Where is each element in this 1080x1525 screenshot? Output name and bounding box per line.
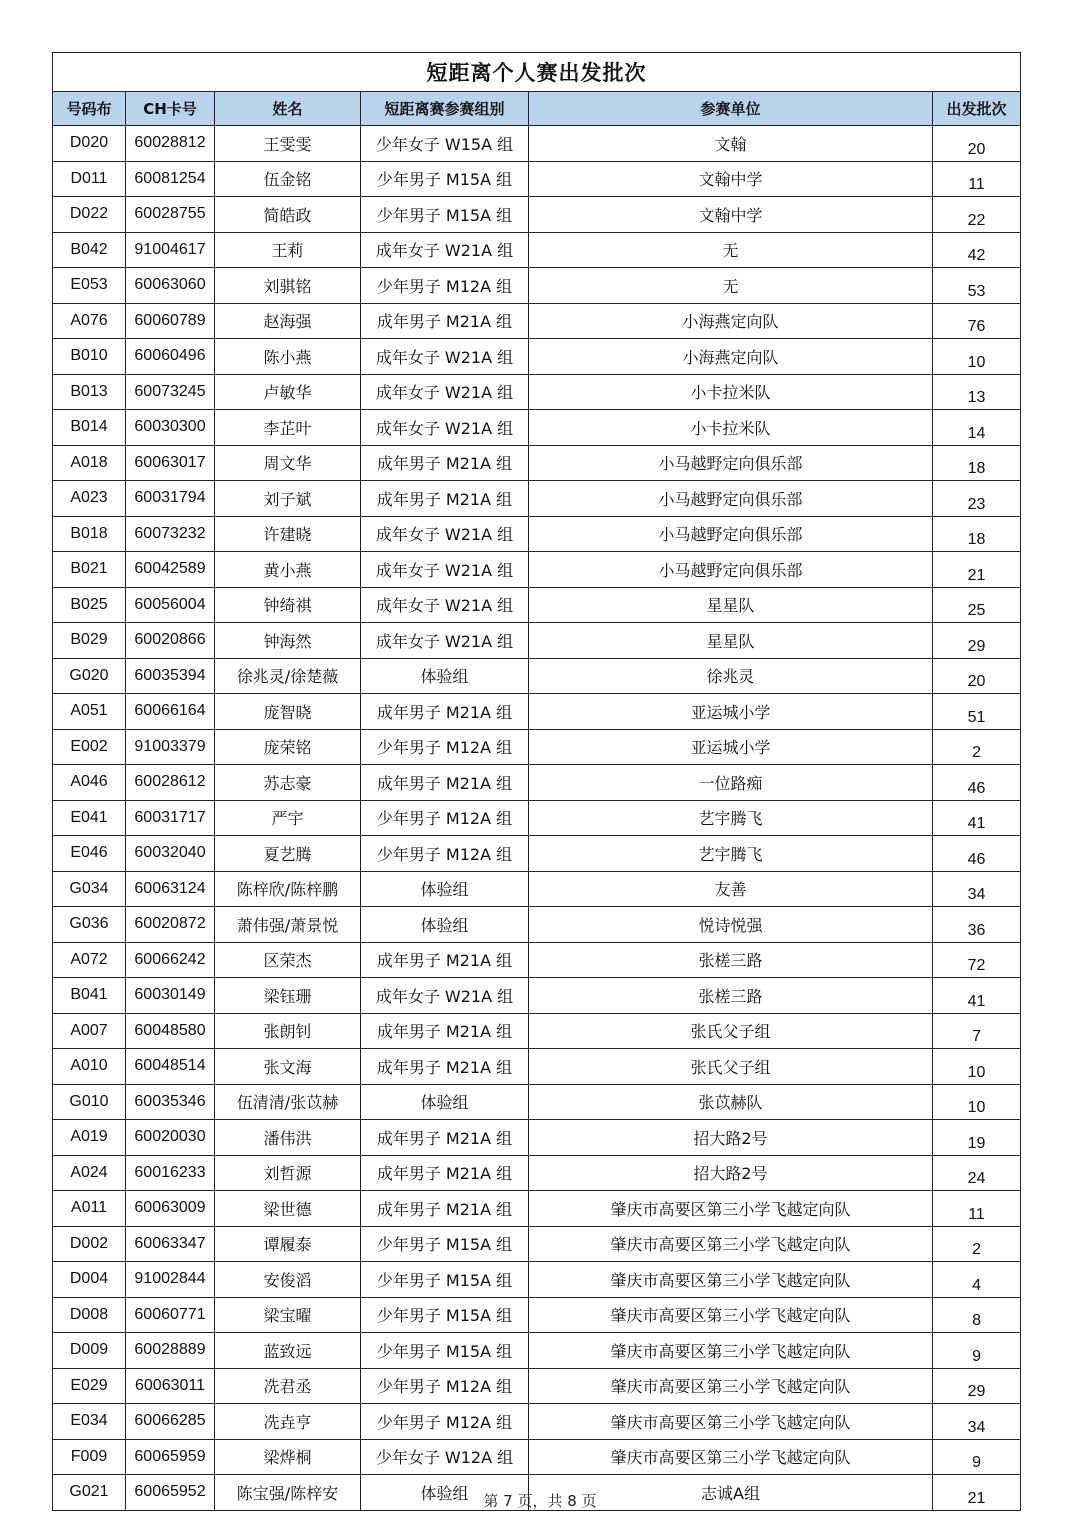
cell-unit: 小马越野定向俱乐部 [529,552,933,588]
cell-unit: 悦诗悦强 [529,907,933,943]
cell-card: 91003379 [126,729,215,765]
cell-card: 60035346 [126,1084,215,1120]
cell-unit: 张氏父子组 [529,1013,933,1049]
cell-unit: 小海燕定向队 [529,339,933,375]
table-row [53,445,1021,481]
cell-name: 卢敏华 [215,374,361,410]
table-title: 短距离个人赛出发批次 [53,53,1021,92]
cell-name: 庞荣铭 [215,729,361,765]
cell-batch: 46 [933,765,1021,801]
table-row [53,374,1021,410]
column-header-row [53,92,1021,126]
cell-card: 91002844 [126,1262,215,1298]
cell-batch: 11 [933,1191,1021,1227]
cell-batch: 41 [933,800,1021,836]
cell-name: 严宇 [215,800,361,836]
cell-group: 少年男子 M12A 组 [361,836,529,872]
start-list-table [52,52,1021,1511]
cell-card: 60048514 [126,1049,215,1085]
cell-unit: 肇庆市高要区第三小学飞越定向队 [529,1262,933,1298]
cell-group: 成年男子 M21A 组 [361,1120,529,1156]
cell-group: 少年男子 M15A 组 [361,1297,529,1333]
cell-group: 少年男子 M15A 组 [361,197,529,233]
table-row [53,978,1021,1014]
cell-batch: 9 [933,1333,1021,1369]
cell-batch: 20 [933,126,1021,162]
column-header-name: 姓名 [215,92,361,126]
cell-card: 60028889 [126,1333,215,1369]
cell-name: 刘子斌 [215,481,361,517]
table-row [53,410,1021,446]
cell-batch: 9 [933,1439,1021,1475]
cell-bib: B021 [53,552,126,588]
cell-batch: 53 [933,268,1021,304]
cell-group: 成年女子 W21A 组 [361,516,529,552]
cell-group: 体验组 [361,658,529,694]
table-body [53,126,1021,1511]
cell-bib: B013 [53,374,126,410]
cell-name: 萧伟强/萧景悦 [215,907,361,943]
cell-batch: 21 [933,552,1021,588]
cell-batch: 10 [933,1049,1021,1085]
cell-card: 60056004 [126,587,215,623]
cell-card: 60028755 [126,197,215,233]
cell-group: 成年女子 W21A 组 [361,587,529,623]
cell-unit: 小马越野定向俱乐部 [529,445,933,481]
cell-name: 钟海然 [215,623,361,659]
cell-group: 成年男子 M21A 组 [361,1155,529,1191]
cell-unit: 无 [529,268,933,304]
cell-unit: 无 [529,232,933,268]
cell-unit: 肇庆市高要区第三小学飞越定向队 [529,1226,933,1262]
cell-bib: D022 [53,197,126,233]
cell-unit: 小海燕定向队 [529,303,933,339]
cell-group: 成年男子 M21A 组 [361,942,529,978]
cell-name: 庞智晓 [215,694,361,730]
cell-name: 梁宝曜 [215,1297,361,1333]
cell-bib: A018 [53,445,126,481]
cell-unit: 小马越野定向俱乐部 [529,481,933,517]
cell-unit: 张苡赫队 [529,1084,933,1120]
cell-unit: 亚运城小学 [529,694,933,730]
table-row [53,303,1021,339]
cell-unit: 文翰中学 [529,161,933,197]
cell-group: 少年男子 M15A 组 [361,161,529,197]
cell-bib: A046 [53,765,126,801]
cell-batch: 11 [933,161,1021,197]
cell-name: 李芷叶 [215,410,361,446]
cell-group: 少年男子 M12A 组 [361,800,529,836]
cell-bib: A019 [53,1120,126,1156]
cell-group: 成年女子 W21A 组 [361,374,529,410]
cell-batch: 72 [933,942,1021,978]
cell-name: 张文海 [215,1049,361,1085]
table-row [53,871,1021,907]
cell-group: 成年男子 M21A 组 [361,481,529,517]
cell-group: 成年女子 W21A 组 [361,410,529,446]
cell-bib: A076 [53,303,126,339]
column-header-unit: 参赛单位 [529,92,933,126]
cell-name: 陈梓欣/陈梓鹏 [215,871,361,907]
cell-unit: 肇庆市高要区第三小学飞越定向队 [529,1333,933,1369]
cell-card: 60066242 [126,942,215,978]
cell-name: 伍清清/张苡赫 [215,1084,361,1120]
cell-group: 成年男子 M21A 组 [361,303,529,339]
cell-batch: 34 [933,1404,1021,1440]
cell-unit: 艺宇腾飞 [529,836,933,872]
column-header-bib: 号码布 [53,92,126,126]
cell-group: 体验组 [361,907,529,943]
cell-batch: 36 [933,907,1021,943]
cell-bib: A024 [53,1155,126,1191]
cell-bib: B029 [53,623,126,659]
cell-bib: D011 [53,161,126,197]
cell-group: 成年女子 W21A 组 [361,552,529,588]
cell-card: 60073245 [126,374,215,410]
cell-bib: B010 [53,339,126,375]
cell-unit: 张槎三路 [529,978,933,1014]
table-row [53,1155,1021,1191]
cell-unit: 小卡拉米队 [529,374,933,410]
cell-name: 苏志豪 [215,765,361,801]
cell-group: 少年女子 W15A 组 [361,126,529,162]
table-row [53,232,1021,268]
cell-name: 许建晓 [215,516,361,552]
table-row [53,729,1021,765]
cell-name: 安俊滔 [215,1262,361,1298]
cell-group: 成年女子 W21A 组 [361,232,529,268]
cell-group: 少年男子 M12A 组 [361,268,529,304]
cell-unit: 小卡拉米队 [529,410,933,446]
table-row [53,942,1021,978]
cell-group: 少年男子 M12A 组 [361,729,529,765]
cell-batch: 13 [933,374,1021,410]
cell-name: 伍金铭 [215,161,361,197]
start-list-sheet [52,52,1020,1511]
cell-card: 60028612 [126,765,215,801]
cell-batch: 4 [933,1262,1021,1298]
table-row [53,1013,1021,1049]
table-row [53,516,1021,552]
cell-group: 少年男子 M12A 组 [361,1404,529,1440]
cell-name: 冼垚亨 [215,1404,361,1440]
cell-card: 60060496 [126,339,215,375]
table-row [53,1262,1021,1298]
column-header-card: CH卡号 [126,92,215,126]
cell-unit: 张氏父子组 [529,1049,933,1085]
cell-bib: D009 [53,1333,126,1369]
cell-card: 60030149 [126,978,215,1014]
cell-bib: E034 [53,1404,126,1440]
cell-card: 60063124 [126,871,215,907]
table-row [53,658,1021,694]
cell-unit: 志诚A组 [529,1475,933,1511]
cell-card: 60066164 [126,694,215,730]
table-row [53,161,1021,197]
cell-unit: 艺宇腾飞 [529,800,933,836]
cell-card: 60032040 [126,836,215,872]
cell-card: 60065952 [126,1475,215,1511]
cell-bib: D020 [53,126,126,162]
cell-batch: 21 [933,1475,1021,1511]
cell-batch: 46 [933,836,1021,872]
cell-group: 成年男子 M21A 组 [361,1191,529,1227]
cell-batch: 2 [933,729,1021,765]
cell-batch: 14 [933,410,1021,446]
cell-name: 赵海强 [215,303,361,339]
cell-bib: B025 [53,587,126,623]
column-header-group: 短距离赛参赛组别 [361,92,529,126]
table-row [53,268,1021,304]
cell-batch: 19 [933,1120,1021,1156]
cell-batch: 42 [933,232,1021,268]
cell-card: 60020030 [126,1120,215,1156]
cell-batch: 23 [933,481,1021,517]
cell-card: 60060789 [126,303,215,339]
cell-bib: E053 [53,268,126,304]
cell-card: 60031717 [126,800,215,836]
table-row [53,552,1021,588]
cell-bib: A010 [53,1049,126,1085]
column-header-batch: 出发批次 [933,92,1021,126]
cell-group: 成年男子 M21A 组 [361,445,529,481]
cell-name: 张朗钊 [215,1013,361,1049]
cell-group: 少年男子 M12A 组 [361,1368,529,1404]
cell-bib: B014 [53,410,126,446]
cell-batch: 10 [933,1084,1021,1120]
cell-name: 刘骐铭 [215,268,361,304]
cell-group: 成年男子 M21A 组 [361,694,529,730]
cell-batch: 20 [933,658,1021,694]
cell-name: 王雯雯 [215,126,361,162]
cell-batch: 18 [933,516,1021,552]
cell-card: 60060771 [126,1297,215,1333]
cell-group: 成年女子 W21A 组 [361,978,529,1014]
cell-card: 60063011 [126,1368,215,1404]
cell-bib: E046 [53,836,126,872]
cell-bib: G020 [53,658,126,694]
cell-unit: 肇庆市高要区第三小学飞越定向队 [529,1439,933,1475]
cell-batch: 8 [933,1297,1021,1333]
cell-bib: G034 [53,871,126,907]
page-footer: 第 7 页，共 8 页 [483,1492,597,1510]
cell-bib: A011 [53,1191,126,1227]
cell-group: 少年男子 M15A 组 [361,1333,529,1369]
cell-group: 少年女子 W12A 组 [361,1439,529,1475]
cell-batch: 22 [933,197,1021,233]
cell-name: 陈小燕 [215,339,361,375]
cell-unit: 亚运城小学 [529,729,933,765]
cell-card: 91004617 [126,232,215,268]
cell-batch: 41 [933,978,1021,1014]
cell-name: 钟绮祺 [215,587,361,623]
table-row [53,1404,1021,1440]
cell-bib: F009 [53,1439,126,1475]
cell-unit: 肇庆市高要区第三小学飞越定向队 [529,1404,933,1440]
cell-bib: G021 [53,1475,126,1511]
table-row [53,1191,1021,1227]
cell-card: 60063347 [126,1226,215,1262]
cell-unit: 肇庆市高要区第三小学飞越定向队 [529,1297,933,1333]
cell-name: 蓝致远 [215,1333,361,1369]
cell-bib: B018 [53,516,126,552]
cell-name: 潘伟洪 [215,1120,361,1156]
cell-batch: 18 [933,445,1021,481]
table-row [53,1120,1021,1156]
cell-unit: 徐兆灵 [529,658,933,694]
cell-group: 体验组 [361,1475,529,1511]
table-row [53,587,1021,623]
cell-name: 简皓政 [215,197,361,233]
cell-name: 徐兆灵/徐楚薇 [215,658,361,694]
cell-bib: E041 [53,800,126,836]
cell-unit: 友善 [529,871,933,907]
cell-bib: B042 [53,232,126,268]
cell-batch: 76 [933,303,1021,339]
table-row [53,907,1021,943]
cell-name: 区荣杰 [215,942,361,978]
cell-card: 60020866 [126,623,215,659]
table-row [53,126,1021,162]
cell-unit: 星星队 [529,587,933,623]
cell-card: 60063017 [126,445,215,481]
cell-unit: 小马越野定向俱乐部 [529,516,933,552]
cell-group: 成年男子 M21A 组 [361,1049,529,1085]
cell-bib: E002 [53,729,126,765]
cell-group: 体验组 [361,1084,529,1120]
table-row [53,623,1021,659]
cell-unit: 招大路2号 [529,1120,933,1156]
cell-group: 成年男子 M21A 组 [361,765,529,801]
cell-card: 60031794 [126,481,215,517]
cell-card: 60042589 [126,552,215,588]
table-row [53,197,1021,233]
table-row [53,1368,1021,1404]
cell-name: 谭履泰 [215,1226,361,1262]
cell-group: 少年男子 M15A 组 [361,1262,529,1298]
cell-card: 60035394 [126,658,215,694]
cell-card: 60065959 [126,1439,215,1475]
cell-name: 梁烨桐 [215,1439,361,1475]
cell-bib: E029 [53,1368,126,1404]
cell-batch: 24 [933,1155,1021,1191]
cell-name: 刘哲源 [215,1155,361,1191]
cell-bib: D002 [53,1226,126,1262]
table-row [53,339,1021,375]
cell-name: 冼君丞 [215,1368,361,1404]
cell-card: 60048580 [126,1013,215,1049]
cell-name: 黄小燕 [215,552,361,588]
cell-unit: 肇庆市高要区第三小学飞越定向队 [529,1191,933,1227]
table-row [53,694,1021,730]
cell-bib: A051 [53,694,126,730]
cell-group: 少年男子 M15A 组 [361,1226,529,1262]
cell-unit: 一位路痴 [529,765,933,801]
cell-unit: 肇庆市高要区第三小学飞越定向队 [529,1368,933,1404]
table-row [53,1049,1021,1085]
cell-batch: 34 [933,871,1021,907]
cell-name: 周文华 [215,445,361,481]
cell-bib: D004 [53,1262,126,1298]
cell-batch: 29 [933,623,1021,659]
table-row [53,481,1021,517]
cell-name: 梁钰珊 [215,978,361,1014]
cell-unit: 星星队 [529,623,933,659]
cell-batch: 29 [933,1368,1021,1404]
cell-name: 陈宝强/陈梓安 [215,1475,361,1511]
cell-name: 梁世德 [215,1191,361,1227]
cell-name: 王莉 [215,232,361,268]
table-row [53,765,1021,801]
cell-batch: 10 [933,339,1021,375]
cell-bib: A072 [53,942,126,978]
cell-group: 体验组 [361,871,529,907]
cell-unit: 文翰中学 [529,197,933,233]
table-row [53,1226,1021,1262]
table-row [53,1297,1021,1333]
cell-card: 60020872 [126,907,215,943]
cell-group: 成年女子 W21A 组 [361,623,529,659]
cell-batch: 2 [933,1226,1021,1262]
cell-card: 60063009 [126,1191,215,1227]
cell-name: 夏艺腾 [215,836,361,872]
table-row [53,836,1021,872]
cell-card: 60028812 [126,126,215,162]
cell-bib: A007 [53,1013,126,1049]
cell-group: 成年女子 W21A 组 [361,339,529,375]
cell-card: 60066285 [126,1404,215,1440]
cell-card: 60030300 [126,410,215,446]
cell-card: 60081254 [126,161,215,197]
cell-batch: 51 [933,694,1021,730]
cell-card: 60063060 [126,268,215,304]
cell-unit: 招大路2号 [529,1155,933,1191]
cell-batch: 7 [933,1013,1021,1049]
table-row [53,800,1021,836]
cell-card: 60073232 [126,516,215,552]
table-row [53,1084,1021,1120]
cell-bib: G010 [53,1084,126,1120]
cell-card: 60016233 [126,1155,215,1191]
cell-bib: A023 [53,481,126,517]
cell-bib: D008 [53,1297,126,1333]
table-row [53,1439,1021,1475]
cell-group: 成年男子 M21A 组 [361,1013,529,1049]
cell-batch: 25 [933,587,1021,623]
cell-bib: G036 [53,907,126,943]
table-row [53,1333,1021,1369]
cell-unit: 张槎三路 [529,942,933,978]
cell-bib: B041 [53,978,126,1014]
cell-unit: 文翰 [529,126,933,162]
